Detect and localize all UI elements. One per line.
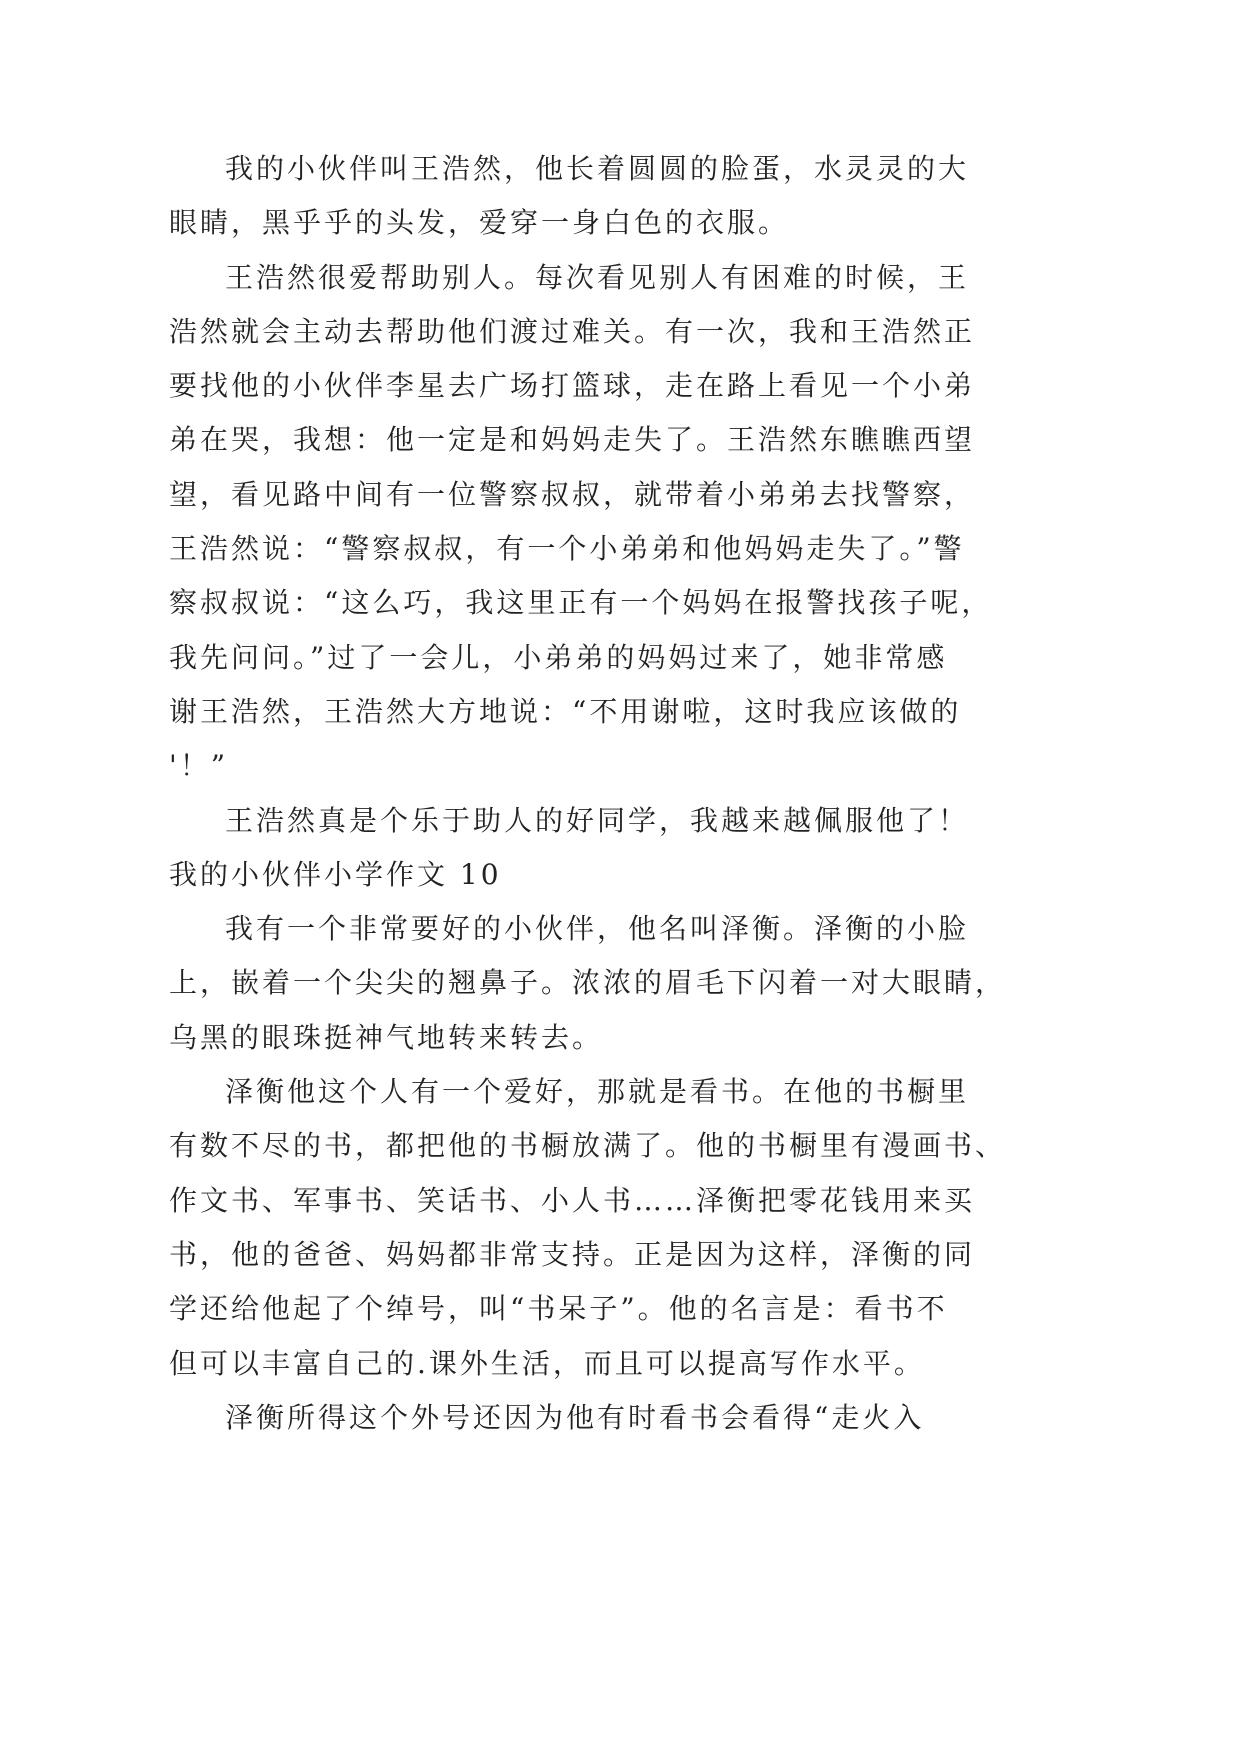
text-line: 要找他的小伙伴李星去广场打篮球，走在路上看见一个小弟 <box>169 369 976 403</box>
text-line: 望，看见路中间有一位警察叔叔，就带着小弟弟去找警察， <box>169 477 976 511</box>
paragraph-helping-story <box>169 251 993 794</box>
paragraph-appearance <box>169 142 970 251</box>
essay-heading: 我的小伙伴小学作文 10 <box>169 857 502 891</box>
text-line: 作文书、军事书、笑话书、小人书……泽衡把零花钱用来买 <box>169 1183 976 1217</box>
text-line: 王浩然很爱帮助别人。每次看见别人有困难的时候，王 <box>225 260 970 294</box>
text-line: 王浩然说：“警察叔叔，有一个小弟弟和他妈妈走失了。”警 <box>169 532 965 566</box>
text-line: 王浩然真是个乐于助人的好同学，我越来越佩服他了！ <box>225 803 970 837</box>
text-line: 书，他的爸爸、妈妈都非常支持。正是因为这样，泽衡的同 <box>169 1237 976 1271</box>
text-line: 察叔叔说：“这么巧，我这里正有一个妈妈在报警找孩子呢， <box>169 586 993 620</box>
text-line: 我有一个非常要好的小伙伴，他名叫泽衡。泽衡的小脸 <box>225 912 970 946</box>
text-line: '！” <box>169 749 229 783</box>
text-line: 我先问问。”过了一会儿，小弟弟的妈妈过来了，她非常感 <box>169 640 948 674</box>
text-line: 学还给他起了个绰号，叫“书呆子”。他的名言是：看书不 <box>169 1292 948 1326</box>
text-line: 谢王浩然，王浩然大方地说：“不用谢啦，这时我应该做的 <box>169 694 962 728</box>
text-line: 泽衡所得这个外号还因为他有时看书会看得“走火入 <box>225 1400 925 1434</box>
text-line: 弟在哭，我想：他一定是和妈妈走失了。王浩然东瞧瞧西望 <box>169 423 976 457</box>
text-line: 眼睛，黑乎乎的头发，爱穿一身白色的衣服。 <box>169 206 790 240</box>
text-line: 上，嵌着一个尖尖的翘鼻子。浓浓的眉毛下闪着一对大眼睛， <box>169 966 1007 1000</box>
text-line: 有数不尽的书，都把他的书橱放满了。他的书橱里有漫画书、 <box>169 1129 1007 1163</box>
text-line: 但可以丰富自己的.课外生活，而且可以提高写作水平。 <box>169 1346 925 1380</box>
text-line: 泽衡他这个人有一个爱好，那就是看书。在他的书橱里 <box>225 1075 970 1109</box>
text-line: 我的小伙伴叫王浩然，他长着圆圆的脸蛋，水灵灵的大 <box>225 152 970 185</box>
paragraph-zeheng-appearance <box>169 902 1007 1065</box>
paragraph-zeheng-hobby <box>169 1065 1007 1391</box>
text-line: 乌黑的眼珠挺神气地转来转去。 <box>169 1020 604 1054</box>
text-line: 浩然就会主动去帮助他们渡过难关。有一次，我和王浩然正 <box>169 314 976 348</box>
paragraph-conclusion <box>169 794 970 848</box>
document-page <box>169 142 1007 1445</box>
paragraph-zeheng-nickname <box>169 1391 947 1445</box>
